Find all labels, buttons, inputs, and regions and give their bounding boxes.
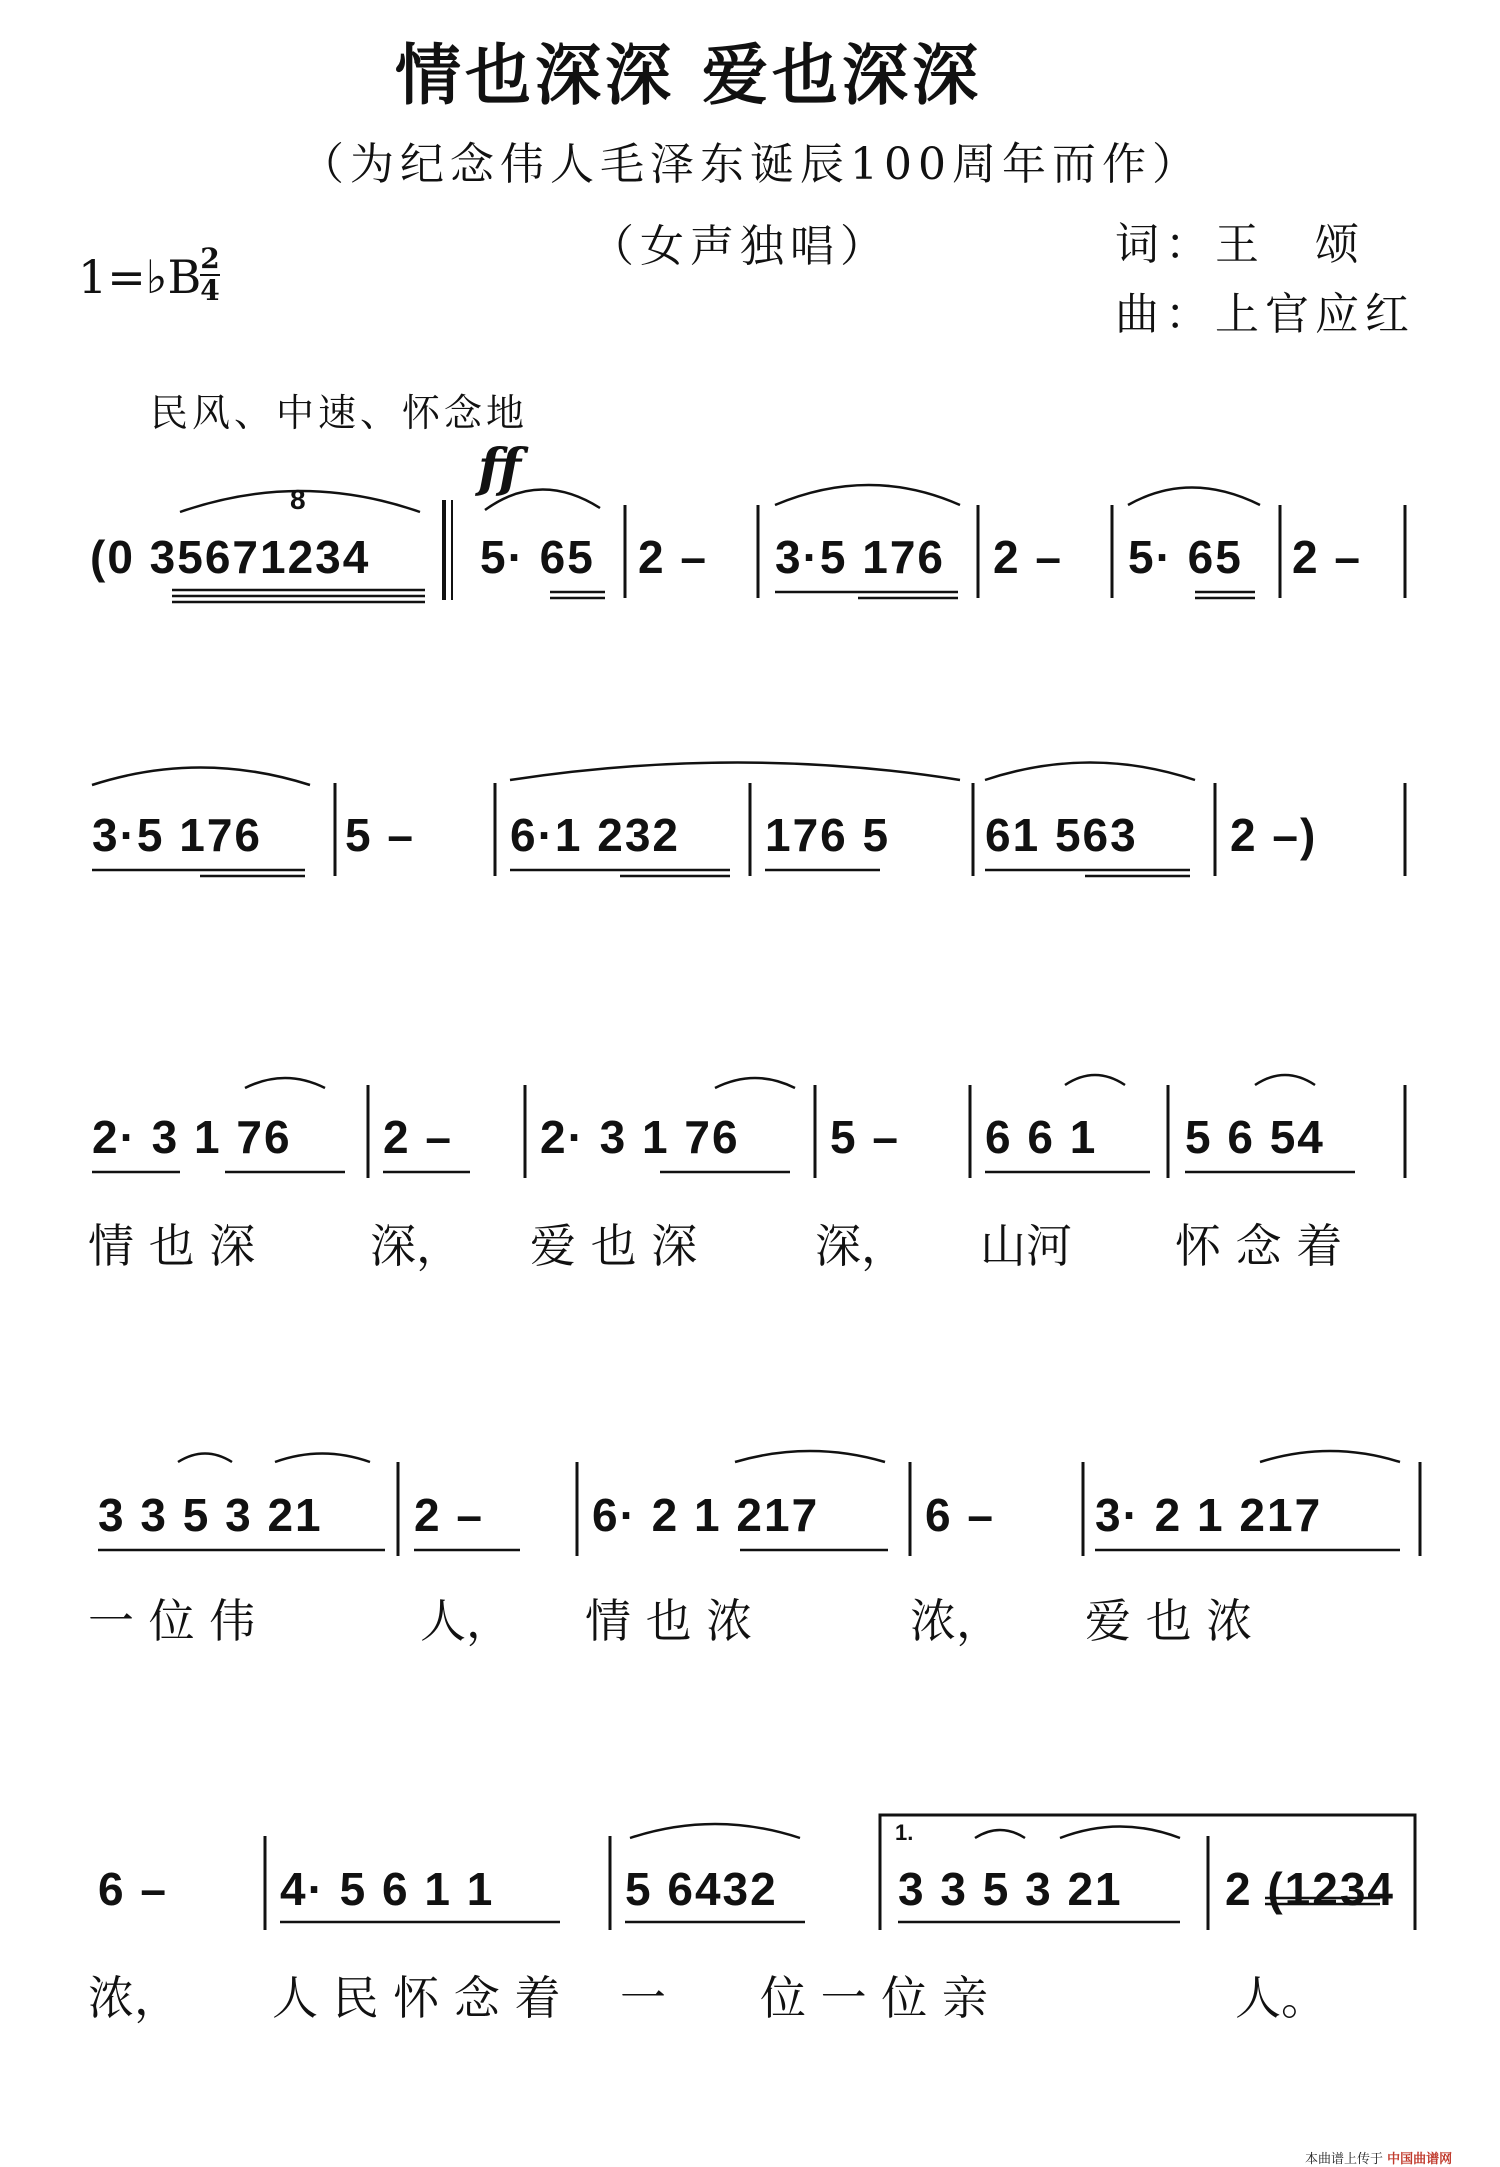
lyric: 情 也 深 (88, 1219, 256, 1273)
measure: 5 – (345, 809, 415, 861)
slur (985, 763, 1195, 781)
measure: 5· 65 (1128, 531, 1243, 583)
measure: 6 – (925, 1489, 995, 1541)
slur (1065, 1075, 1125, 1085)
song-title: 情也深深 爱也深深 (395, 37, 982, 114)
measure: 2 –) (1230, 809, 1318, 861)
lyric: 爱 也 浓 (1085, 1594, 1253, 1648)
lyric: 一 (620, 1971, 666, 2025)
lyric: 浓， (910, 1594, 1002, 1648)
measure: 3 3 5 3 21 (98, 1489, 323, 1541)
footer-credit (1305, 2148, 1452, 2167)
measure: 5 6432 (625, 1863, 778, 1915)
footer-prefix: 本曲谱上传于 (1305, 2152, 1384, 2167)
measure: 2· 3 1 76 (92, 1111, 292, 1163)
measure: 3· 2 1 217 (1095, 1489, 1323, 1541)
slur (1128, 488, 1260, 506)
measure: 2 – (638, 531, 708, 583)
measure: (0 35671234 (90, 531, 371, 583)
lyric: 怀 念 着 (1175, 1219, 1343, 1273)
slur (1255, 1075, 1315, 1085)
measure: 61 563 (985, 809, 1138, 861)
measure: 2 – (1292, 531, 1362, 583)
slur (510, 763, 960, 781)
slur (715, 1078, 795, 1088)
performance-note: （女声独唱） (590, 221, 890, 272)
lyric: 人。 (1235, 1971, 1327, 2025)
slur (975, 1830, 1025, 1838)
measure: 5 – (830, 1111, 900, 1163)
measure: 6 – (98, 1863, 168, 1915)
measure: 6· 2 1 217 (592, 1489, 820, 1541)
lyric: 爱 也 深 (530, 1219, 698, 1273)
volta-label: 1. (895, 1820, 914, 1845)
lyric: 浓， (88, 1971, 180, 2025)
lyric: 人， (420, 1594, 512, 1648)
dynamic-marking: ff (478, 438, 522, 499)
lyric: 深， (815, 1219, 907, 1273)
measure: 5 6 54 (1185, 1111, 1325, 1163)
key-signature: 1=♭B (78, 250, 202, 304)
measure: 6·1 232 (510, 809, 681, 861)
volta-bracket (880, 1815, 1415, 1840)
slur (92, 768, 310, 786)
slur (178, 1454, 232, 1463)
time-sig-top: 2 (200, 242, 220, 275)
tempo-marking: 民风、中速、怀念地 (150, 391, 529, 435)
measure: 5· 65 (480, 531, 595, 583)
ottava-marking: 8 (290, 484, 306, 515)
lyric: 深， (370, 1219, 462, 1273)
slur (1260, 1451, 1400, 1462)
slur (1060, 1827, 1180, 1839)
lyric: 山河 (980, 1219, 1072, 1273)
slur (775, 485, 960, 505)
measure: 3 3 5 3 21 (898, 1863, 1123, 1915)
measure: 6 6 1 (985, 1111, 1098, 1163)
slur (735, 1451, 885, 1462)
measure: 2 (1234 (1225, 1863, 1396, 1915)
footer-site: 中国曲谱网 (1387, 2152, 1453, 2167)
measure: 2 – (414, 1489, 484, 1541)
composer-credit: 曲：上官应红 (1115, 289, 1415, 340)
measure: 2 – (383, 1111, 453, 1163)
lyric: 人 民 怀 念 着 (272, 1971, 561, 2025)
measure: 176 5 (765, 809, 891, 861)
measure: 4· 5 6 1 1 (280, 1863, 495, 1915)
lyric: 情 也 浓 (585, 1594, 753, 1648)
measure: 3·5 176 (92, 809, 263, 861)
measure: 2 – (993, 531, 1063, 583)
lyricist-credit: 词：王 颂 (1115, 219, 1365, 270)
time-signature (200, 244, 220, 306)
lyric: 位 一 位 亲 (760, 1971, 988, 2025)
slur (245, 1078, 325, 1088)
lyric: 一 位 伟 (88, 1594, 256, 1648)
slur (630, 1824, 800, 1838)
measure: 3·5 176 (775, 531, 946, 583)
time-sig-bottom: 4 (200, 274, 220, 307)
measure: 2· 3 1 76 (540, 1111, 740, 1163)
song-subtitle: （为纪念伟人毛泽东诞辰100周年而作） (300, 139, 1202, 190)
slur (275, 1454, 370, 1463)
